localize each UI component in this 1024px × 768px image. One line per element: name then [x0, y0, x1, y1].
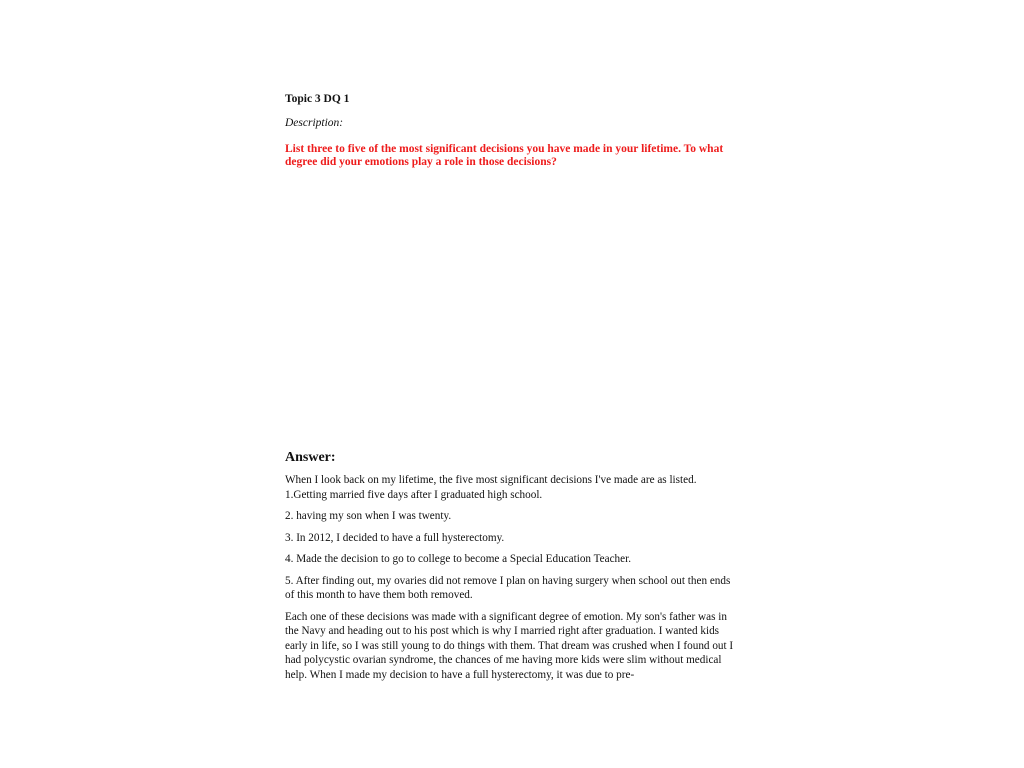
list-item: 2. having my son when I was twenty. [285, 510, 452, 522]
answer-heading: Answer: [285, 450, 336, 465]
answer-closing-paragraph: Each one of these decisions was made with a significant degree of emotion. My son's father was in the Navy and heading out to his post which is why I married right after graduation. I wanted kids early in life, so I was still young to do things with them. That dream was crushed when I found out I had polycystic ovarian syndrome, the chances of me having more kids were slim without medical help. When I made my decision to have a full hysterectomy, it was due to pre- [285, 610, 734, 681]
answer-intro [285, 473, 745, 502]
list-item: 1.Getting married five days after I graduated high school. [285, 488, 543, 501]
question-section [285, 92, 745, 169]
answer-intro-text: When I look back on my lifetime, the five most significant decisions I've made are as listed. [285, 474, 697, 486]
discussion-prompt: List three to five of the most significant decisions you have made in your lifetime. To what degree did your emotions play a role in those decisions? [285, 143, 724, 168]
answer-section [285, 449, 745, 682]
document-title: Topic 3 DQ 1 [285, 93, 350, 105]
list-item: 4. Made the decision to go to college to become a Special Education Teacher. [285, 553, 632, 565]
list-item: 3. In 2012, I decided to have a full hysterectomy. [285, 531, 505, 544]
description-label: Description: [285, 117, 344, 129]
list-item: 5. After finding out, my ovaries did not remove I plan on having surgery when school out then ends of this month to have them both removed. [285, 574, 731, 601]
